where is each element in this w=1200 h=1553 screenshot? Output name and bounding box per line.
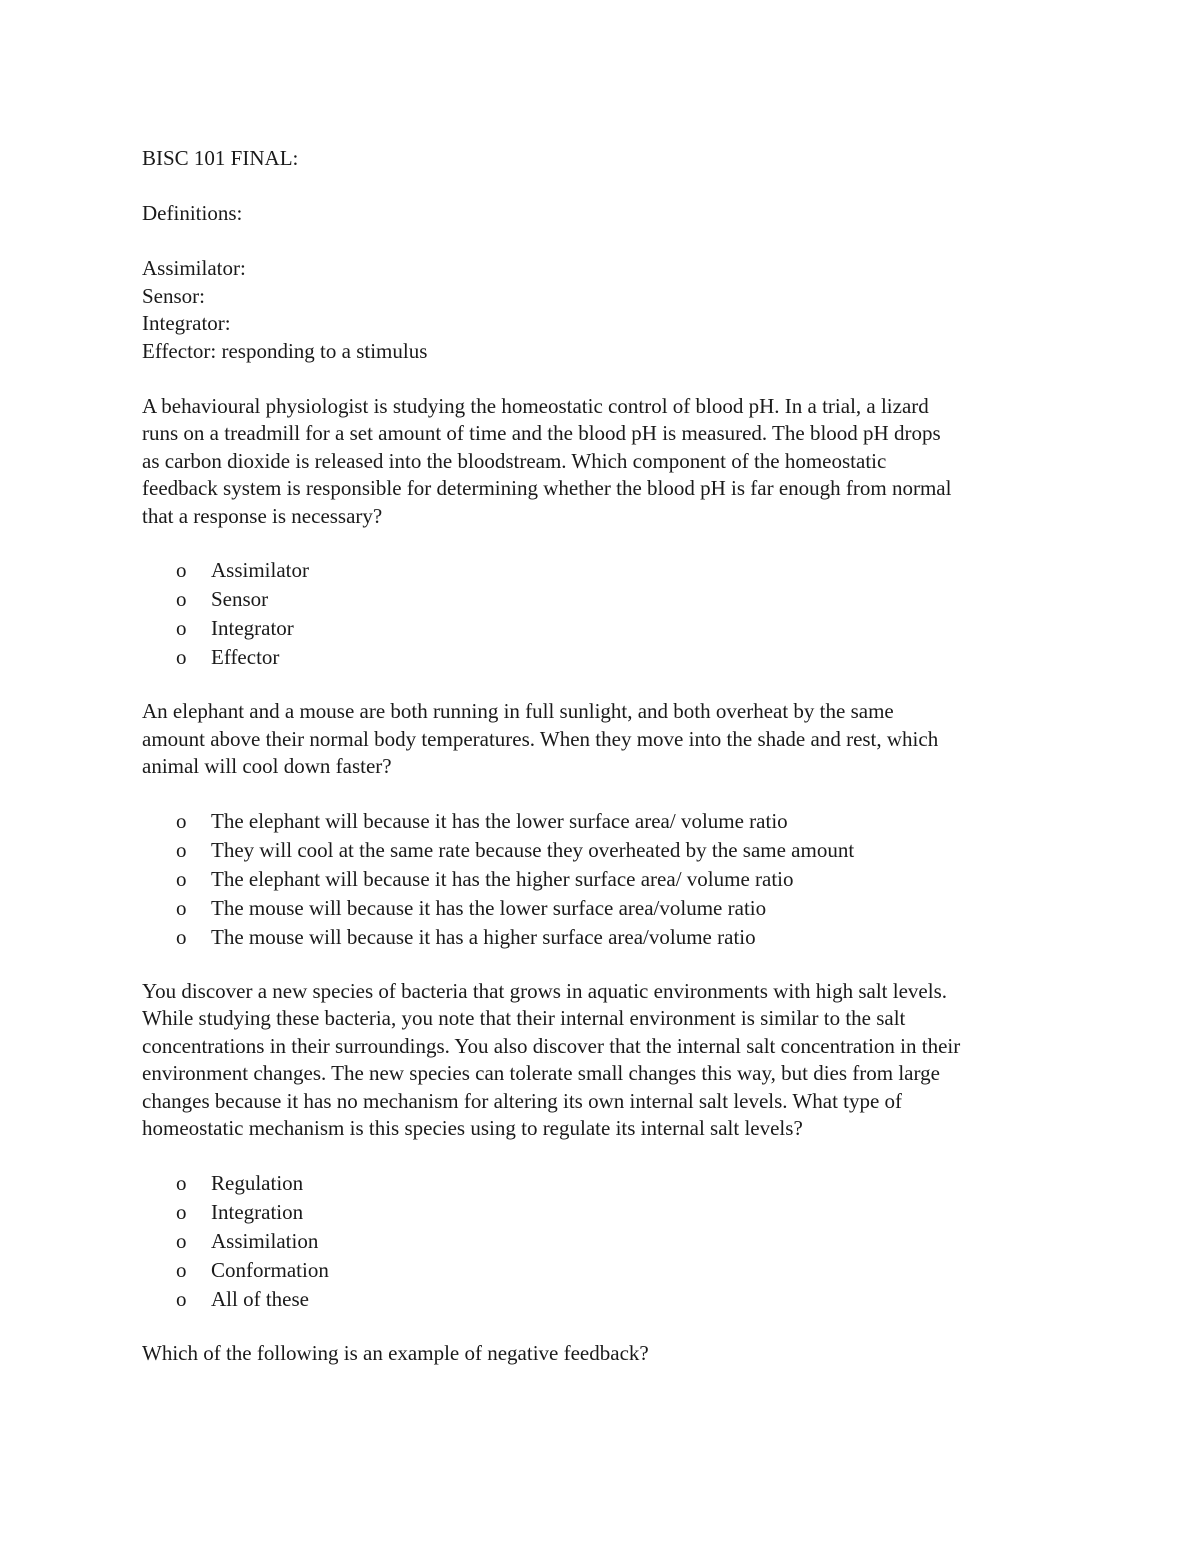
spacer [142,173,1072,201]
option-label: Assimilation [211,1228,319,1253]
question-2-options [142,807,1072,952]
bullet-icon: o [176,645,187,669]
spacer [142,1143,1072,1169]
question-3-line: environment changes. The new species can tolerate small changes this way, but dies from large [142,1061,940,1085]
option-label: The mouse will because it has the lower surface area/volume ratio [211,895,767,920]
option-label: Effector [211,645,280,669]
option-label: Sensor [211,587,269,611]
definition-assimilator: Assimilator: [142,256,246,280]
answer-option[interactable] [142,836,1072,865]
bullet-icon: o [176,924,187,949]
bullet-icon: o [176,1170,187,1195]
answer-option[interactable] [142,1285,1072,1314]
bullet-icon: o [176,1228,187,1253]
bullet-icon: o [176,587,187,611]
bullet-icon: o [176,1286,187,1311]
question-1-line: that a response is necessary? [142,503,383,528]
bullet-icon: o [176,866,187,891]
definition-sensor: Sensor: [142,283,205,308]
bullet-icon: o [176,558,187,582]
answer-option[interactable] [142,865,1072,894]
question-3-line: You discover a new species of bacteria that grows in aquatic environments with high salt levels. [142,978,948,1003]
bullet-icon: o [176,1257,187,1282]
option-label: Conformation [211,1257,329,1282]
document-title: BISC 101 FINAL: [142,146,299,170]
answer-option[interactable] [142,585,1072,614]
question-1-line: as carbon dioxide is released into the bloodstream. Which component of the homeostatic [142,448,887,473]
question-1-line: A behavioural physiologist is studying the homeostatic control of blood pH. In a trial, a lizard [142,393,929,418]
spacer [142,228,1072,256]
question-2-line: amount above their normal body temperatures. When they move into the shade and rest, which [142,726,939,751]
document-content [142,145,1072,1367]
question-1-line: feedback system is responsible for determining whether the blood pH is far enough from normal [142,476,952,500]
question-1 [142,393,1072,531]
bullet-icon: o [176,1199,187,1224]
spacer [142,781,1072,807]
question-2 [142,698,1072,781]
bullet-icon: o [176,808,187,833]
answer-option[interactable] [142,1169,1072,1198]
answer-option[interactable] [142,923,1072,952]
bullet-icon: o [176,837,187,862]
spacer [142,1314,1072,1340]
answer-option[interactable] [142,556,1072,585]
question-3-options [142,1169,1072,1314]
option-label: All of these [211,1286,309,1311]
question-3-line: changes because it has no mechanism for altering its own internal salt levels. What type of [142,1088,903,1113]
question-3-line: While studying these bacteria, you note that their internal environment is similar to the salt [142,1006,906,1030]
option-label: The mouse will because it has a higher surface area/volume ratio [211,924,756,949]
answer-option[interactable] [142,1227,1072,1256]
definition-integrator: Integrator: [142,311,231,335]
option-label: Assimilator [211,558,309,582]
question-4-line: Which of the following is an example of negative feedback? [142,1340,649,1365]
question-1-line: runs on a treadmill for a set amount of time and the blood pH is measured. The blood pH drops [142,421,941,445]
option-label: Integration [211,1199,304,1224]
question-1-options [142,556,1072,672]
spacer [142,530,1072,556]
option-label: The elephant will because it has the higher surface area/ volume ratio [211,866,794,891]
option-label: The elephant will because it has the lower surface area/ volume ratio [211,808,788,833]
question-2-line: An elephant and a mouse are both running in full sunlight, and both overheat by the same [142,699,894,723]
definition-effector: Effector: responding to a stimulus [142,338,428,363]
option-label: Regulation [211,1170,304,1195]
bullet-icon: o [176,895,187,920]
option-label: They will cool at the same rate because they overheated by the same amount [211,837,855,862]
answer-option[interactable] [142,1256,1072,1285]
answer-option[interactable] [142,614,1072,643]
question-4 [142,1340,1072,1368]
question-3 [142,978,1072,1143]
bullet-icon: o [176,616,187,640]
definitions-heading: Definitions: [142,201,243,225]
answer-option[interactable] [142,1198,1072,1227]
question-3-line: concentrations in their surroundings. You also discover that the internal salt concentration in their [142,1033,961,1058]
spacer [142,365,1072,393]
answer-option[interactable] [142,643,1072,672]
answer-option[interactable] [142,807,1072,836]
spacer [142,672,1072,698]
answer-option[interactable] [142,894,1072,923]
option-label: Integrator [211,616,294,640]
question-3-line: homeostatic mechanism is this species using to regulate its internal salt levels? [142,1116,803,1140]
question-2-line: animal will cool down faster? [142,754,392,778]
spacer [142,952,1072,978]
